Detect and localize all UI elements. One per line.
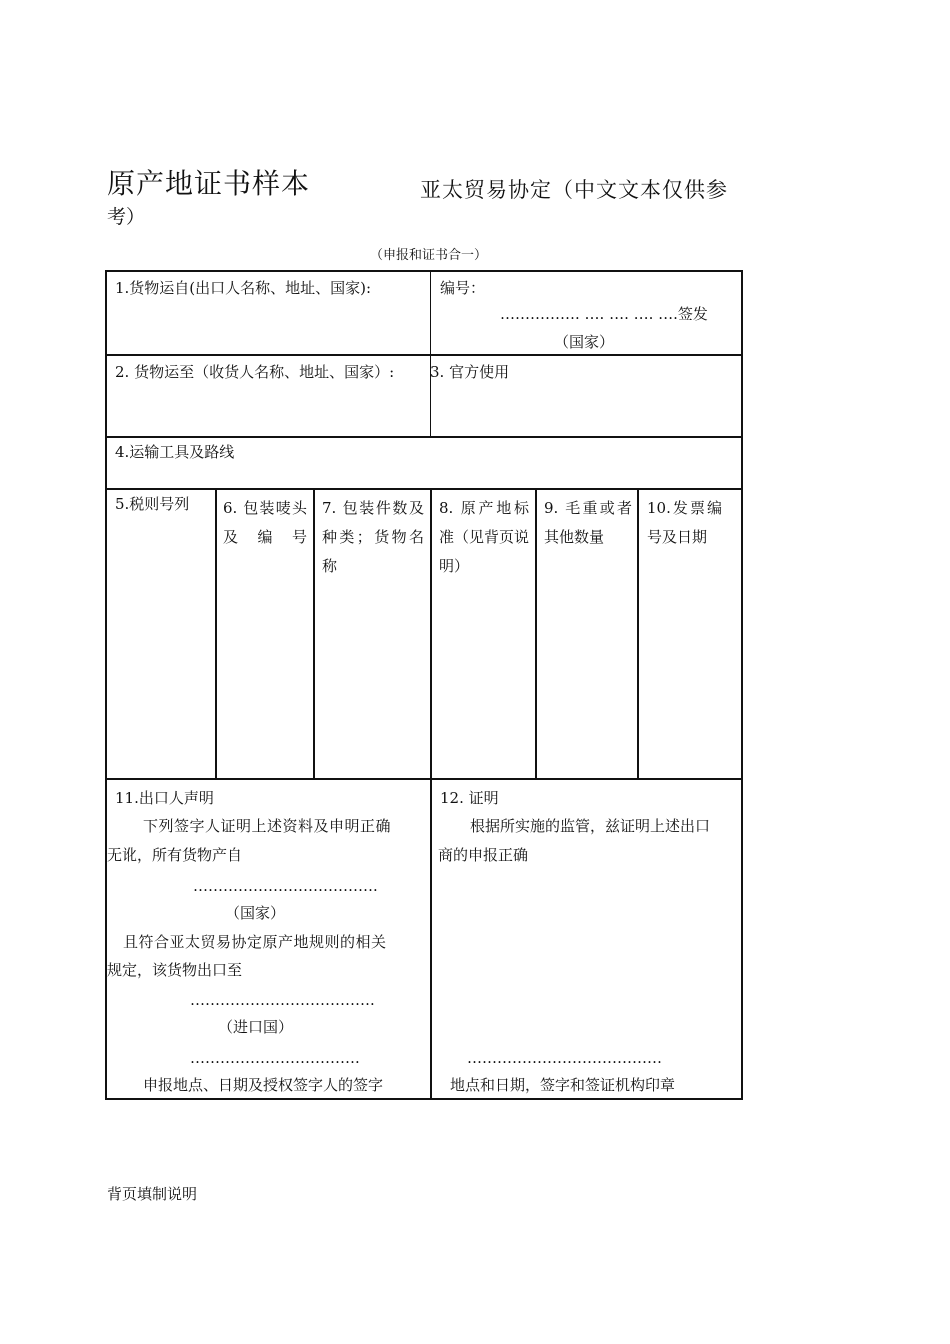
box11-label: 11.出口人声明: [115, 789, 214, 807]
col-5-label: 5.税则号列: [115, 495, 190, 513]
box11-dots2: ……………………………….: [190, 991, 375, 1009]
box11-signature: 申报地点、日期及授权签字人的签字: [143, 1076, 384, 1094]
issued-country: （国家）: [554, 333, 615, 351]
col-7-label: 7. 包装件数及种类；货物名称: [322, 499, 424, 575]
box1-label: 1.货物运自(出口人名称、地址、国家):: [115, 279, 372, 297]
col-divider-4: [535, 488, 537, 780]
mid-divider-bottom: [430, 778, 432, 1100]
form-subtitle: （申报和证书合一）: [370, 248, 488, 263]
col-10-label: 10.发票编号及日期: [647, 499, 722, 546]
box12-dots: …………………………………: [467, 1049, 662, 1067]
frame-right: [741, 270, 743, 1100]
back-page-note: 背页填制说明: [107, 1185, 198, 1203]
col-divider-3: [430, 488, 432, 780]
col-divider-5: [637, 488, 639, 780]
page-title: 原产地证书样本: [107, 167, 311, 200]
col-divider-2: [313, 488, 315, 780]
certificate-form: [105, 270, 743, 1100]
box12-line1: 根据所实施的监管，兹证明上述出口: [470, 817, 711, 835]
row-divider-3: [105, 488, 743, 490]
col-9-label: 9. 毛重或者其他数量: [544, 499, 632, 546]
col-6-label: 6. 包装唛头及编号: [223, 499, 307, 546]
box11-line4: 规定，该货物出口至: [107, 961, 243, 979]
issued-line: ……………. …. …. …. ….签发: [500, 305, 708, 323]
serial-label: 编号：: [440, 279, 486, 297]
col-8-label: 8. 原产地标准（见背页说明）: [439, 499, 530, 575]
box3-label: 3. 官方使用: [430, 363, 510, 381]
box12-line2: 商的申报正确: [438, 846, 529, 864]
agreement-title-wrap: 考）: [107, 206, 146, 228]
box11-line3: 且符合亚太贸易协定原产地规则的相关: [123, 933, 387, 951]
col-divider-1: [215, 488, 217, 780]
box11-country: （国家）: [225, 904, 286, 922]
box2-label: 2. 货物运至（收货人名称、地址、国家）:: [115, 363, 395, 381]
box11-dots3: …………………………….: [190, 1049, 360, 1067]
mid-divider-top: [430, 270, 431, 438]
box12-signature: 地点和日期，签字和签证机构印章: [450, 1076, 676, 1094]
box4-label: 4.运输工具及路线: [115, 443, 235, 461]
row-divider-1: [105, 354, 743, 356]
frame-top: [105, 270, 743, 272]
box11-line2: 无讹，所有货物产自: [107, 846, 243, 864]
box11-dots1: ……………………………….: [193, 877, 378, 895]
box11-import-country: （进口国）: [218, 1018, 294, 1036]
agreement-title: 亚太贸易协定（中文文本仅供参: [420, 178, 728, 202]
box11-line1: 下列签字人证明上述资料及申明正确: [143, 817, 392, 835]
row-divider-4: [105, 778, 743, 780]
box12-label: 12. 证明: [440, 789, 499, 807]
